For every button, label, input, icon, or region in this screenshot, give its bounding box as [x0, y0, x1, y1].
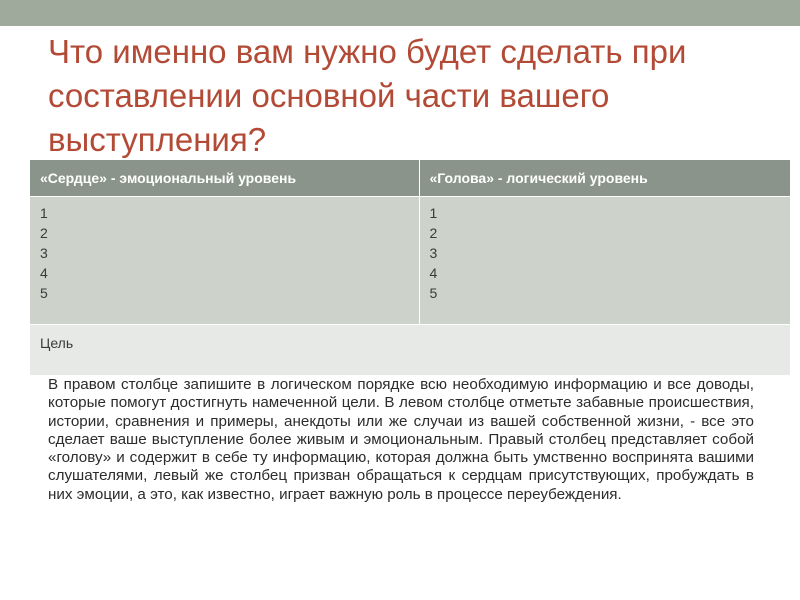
- list-item: 1: [429, 205, 438, 221]
- head-list: [430, 203, 781, 303]
- list-item: 2: [429, 225, 438, 241]
- goal-row: [30, 325, 790, 376]
- plan-table: [30, 160, 790, 375]
- table-row: [30, 197, 790, 325]
- top-band: [0, 0, 800, 26]
- header-head: «Голова» - логический уровень: [419, 160, 790, 197]
- instruction-text: В правом столбце запишите в логическом порядке всю необходимую информацию и все доводы, которые помогут достигнуть намеченной цели. В левом столбце отметьте забавные происшествия, истории, сравнения и примеры, анекдоты или же случаи из вашей собственной жизни, - все это сделает ваше выступление более живым и эмоциональным. Правый столбец представляет собой «голову» и содержит в себе ту информацию, которая должна быть умственно воспринята вашими слушателями, левый же столбец призван обращаться к сердцам присутствующих, пробуждать в них эмоции, а это, как известно, играет важную роль в процессе переубеждения.: [48, 376, 754, 503]
- goal-cell: Цель: [30, 325, 790, 376]
- list-item: 5: [429, 285, 438, 301]
- list-item: 1: [40, 205, 48, 221]
- list-item: 2: [40, 225, 48, 241]
- list-item: 4: [429, 265, 438, 281]
- table-header-row: [30, 160, 790, 197]
- list-item: 5: [40, 285, 48, 301]
- heart-cell: [30, 197, 419, 325]
- list-item: 3: [40, 245, 48, 261]
- slide-title: Что именно вам нужно будет сделать при составлении основной части вашего выступления?: [48, 33, 687, 158]
- head-cell: [419, 197, 790, 325]
- header-heart: «Сердце» - эмоциональный уровень: [30, 160, 419, 197]
- list-item: 3: [429, 245, 438, 261]
- heart-list: [40, 203, 409, 303]
- list-item: 4: [40, 265, 48, 281]
